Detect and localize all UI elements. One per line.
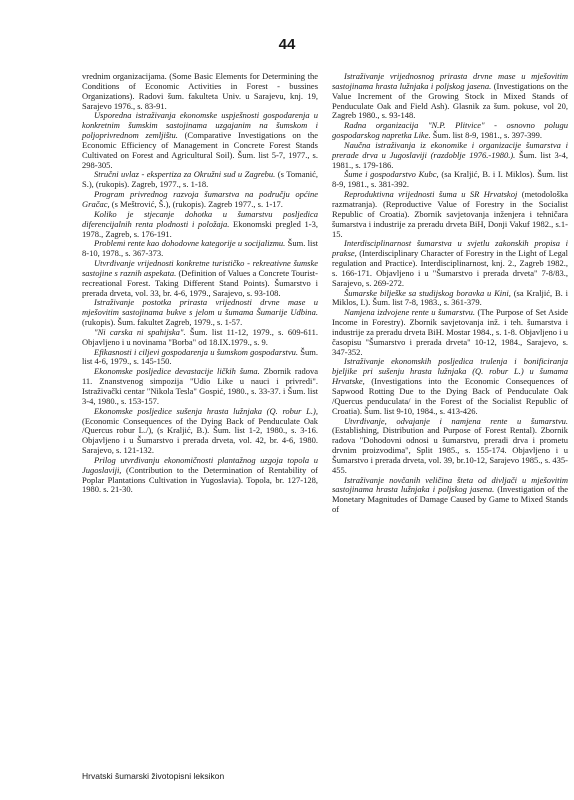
bibliography-entry: Ekonomske posljedice sušenja hrasta lužnjaka (Q. robur L.), (Economic Consequences of the Dying Back of Penduculate Oak /Quercus robur L./), (s Kraljić, B.). Šum. list 1-2, 1980., s. 3-16. Objavljeno i u Šumarstvo i prerada drveta, vol. 42, br. 4-6, 1980. Sarajevo, s. 121-132. (82, 405, 318, 456)
bibliography-entry: Usporedna istraživanja ekonomske uspješnosti gospodarenja u konkretnim šumskim sastojinama uzgajanim na šumskom i poljoprivrednom zemljištu. (Comparative Investigations on the Economic Efficiency of Management in Concrete Forest Stands Cultivated on Forest and Agricultural Soil). Šum. list 5-7, 1977., s. 298-305. (82, 110, 318, 170)
bibliography-entry: Koliko je stjecanje dohotka u šumarstvu posljedica diferencijalnih renta plodnosti i položaja. Ekonomski pregled 1-3, 1978., Zagreb, s. 176-191. (82, 208, 318, 239)
bibliography-entry: Naučna istraživanja iz ekonomike i organizacije šumarstva i prerade drva u Jugoslaviji (razdoblje 1976.-1980.). Šum. list 3-4, 1981., s. 179-186. (332, 139, 568, 170)
bibliography-entry: Istraživanje ekonomskih posljedica trulenja i bonificiranja bjeljike pri sušenju hrasta lužnjaka (Q. robur L.) u šumama Hrvatske, (Investigations into the Economic Consequences of Sapwood Rotting Due to the Dying Back of Penduculate Oak /Quercus penduculata/ in the Forest of the Socialist Republic of Croatia). Šum. list 9-10, 1984., s. 413-426. (332, 356, 568, 416)
bibliography-entry: Prilog utvrđivanju ekonomičnosti plantažnog uzgoja topola u Jugoslaviji, (Contribution to the Determination of Rentability of Poplar Plantations Cultivation in Yugoslavia). Topola, br. 127-128, 1980. s. 21-30. (82, 454, 318, 495)
bibliography-entry: Istraživanje postotka prirasta vrijednosti drvne mase u mješovitim sastojinama bukve s jelom u šumama Šumarije Udbina. (rukopis). Šum. fakultet Zagreb, 1979., s. 1-57. (82, 297, 318, 328)
bibliography-entry: Program privrednog razvoja šumarstva na području općine Gračac, (s Meštrović, Š.), (rukopis). Zagreb 1977., s. 1-17. (82, 189, 318, 209)
bibliography-entry: Interdisciplinarnost šumarstva u svjetlu zakonskih propisa i prakse, (Interdisciplinary Character of Forestry in the Light of Legal regulation and Practice). Interdisciplinarnost, knj. 2., Zagreb 1982., s. 166-171. Objavljeno i u "Šumarstvo i prerada drveta" 7-8/83., Sarajevo, s. 269-272. (332, 238, 568, 288)
bibliography-entry: Reproduktivna vrijednosti šuma u SR Hrvatskoj (metodološka razmatranja). (Reproductive Value of Forestry in the Socialist Republic of Croatia). Zbornik savjetovanja inženjera i tehničara šumarstva i industrije za preradu drveta BiH, Donji Vakuf 1982., s.1-15. (332, 189, 569, 239)
bibliography-entry: Problemi rente kao dohodovne kategorije u socijalizmu. Šum. list 8-10, 1978., s. 367-373. (82, 238, 319, 259)
bibliography-entry: vrednim organizacijama. (Some Basic Elements for Determining the Conditions of Economic Activities in Forest - bussines Organizations). Radovi šum. fakulteta Univ. u Sarajevu, knj. 19, Sarajevo 1976., s. 83-91. (82, 71, 318, 111)
bibliography-entry: Utvrđivanje, odvajanje i namjena rente u šumarstvu. (Establishing, Distribution and Purpose of Forest Rental). Zbornik radova "Dohodovni odnosi u šumarstvu, preradi drva i prometu drvnim proizvodima", Split 1985., s. 155-174. Objavljeno i u Šumarstvo i prerada drveta, vol. 39, br.10-12, Sarajevo 1985., s. 435-455. (332, 415, 568, 475)
bibliography-entry: "Ni carska ni spahijska". Šum. list 11-12, 1979., s. 609-611. Objavljeno i u novinama "Borba" od 18.IX.1979., s. 9. (82, 326, 318, 347)
bibliography-entry: Šumarske bilješke sa studijskog boravka u Kini, (sa Kraljić, B. i Miklos, I.). Šum. list 7-8, 1983., s. 361-379. (332, 287, 568, 308)
bibliography-entry: Efikasnosti i ciljevi gospodarenja u šumskom gospodarstvu. Šum. list 4-6, 1979., s. 145-150. (82, 346, 319, 367)
bibliography-entry: Stručni uvlaz - ekspertiza za Okružni sud u Zagrebu. (s Tomanić, S.), (rukopis). Zagreb, 1977., s. 1-18. (82, 169, 318, 190)
bibliography-entry: Namjena izdvojene rente u šumarstvu. (The Purpose of Set Aside Income in Forestry). Zbornik savjetovanja inž. i teh. šumarstva i industrije za preradu drveta BiH. Mostar 1984., s. 1-8. Objavljeno i u časopisu "Šumarstvo i prerada drveta" 10-12, 1984., Sarajevo, s. 347-352. (332, 307, 569, 357)
bibliography-entry: Istraživanje vrijednosnog prirasta drvne mase u mješovitim sastojinama hrasta lužnjaka i poljskog jasena. (Investigations on the Value Increment of the Growing Stock in Mixed Stands of Penduculate Oak and Field Ash). Glasnik za šum. pokuse, vol 20, Zagreb 1980., s. 93-148. (332, 71, 568, 121)
page-number: 44 (278, 36, 296, 53)
right-column (332, 72, 568, 515)
bibliography-entry: Istraživanje novčanih veličina šteta od divljači u mješovitim sastojinama hrasta lužnjaka i poljskog jasena. (Investigation of the Monetary Magnitudes of Damage Caused by Game to Mixed Stands of (332, 474, 568, 515)
left-column (82, 72, 318, 495)
page-footer: Hrvatski šumarski životopisni leksikon (82, 771, 225, 781)
bibliography-entry: Ekonomske posljedice devastacije ličkih šuma. Zbornik radova 11. Znanstvenog simpozija "Udio Like u nauci i privredi". Istraživački centar "Nikola Tesla" Gospić, 1980., s. 33-37. i Šum. list 3-4, 1980., s. 153-157. (82, 366, 319, 406)
bibliography-entry: Radna organizacija "N.P. Plitvice" - osnovno polugu gospodarskog napretka Like. Šum. list 8-9, 1981., s. 397-399. (332, 120, 568, 141)
bibliography-entry: Šume i gospodarstvo Kubc, (sa Kraljić, B. i I. Miklos). Šum. list 8-9, 1981., s. 381-392. (332, 169, 569, 190)
bibliography-entry: Utvrđivanje vrijednosti konkretne turističko - rekreativne šumske sastojine s raznih aspekata. (Definition of Values a Concrete Tourist-recreational Forest. Taking Different Stand Points). Šumarstvo i prerada drveta, vol. 33, br. 4-6, 1979., Sarajevo, s. 93-108. (82, 258, 318, 298)
